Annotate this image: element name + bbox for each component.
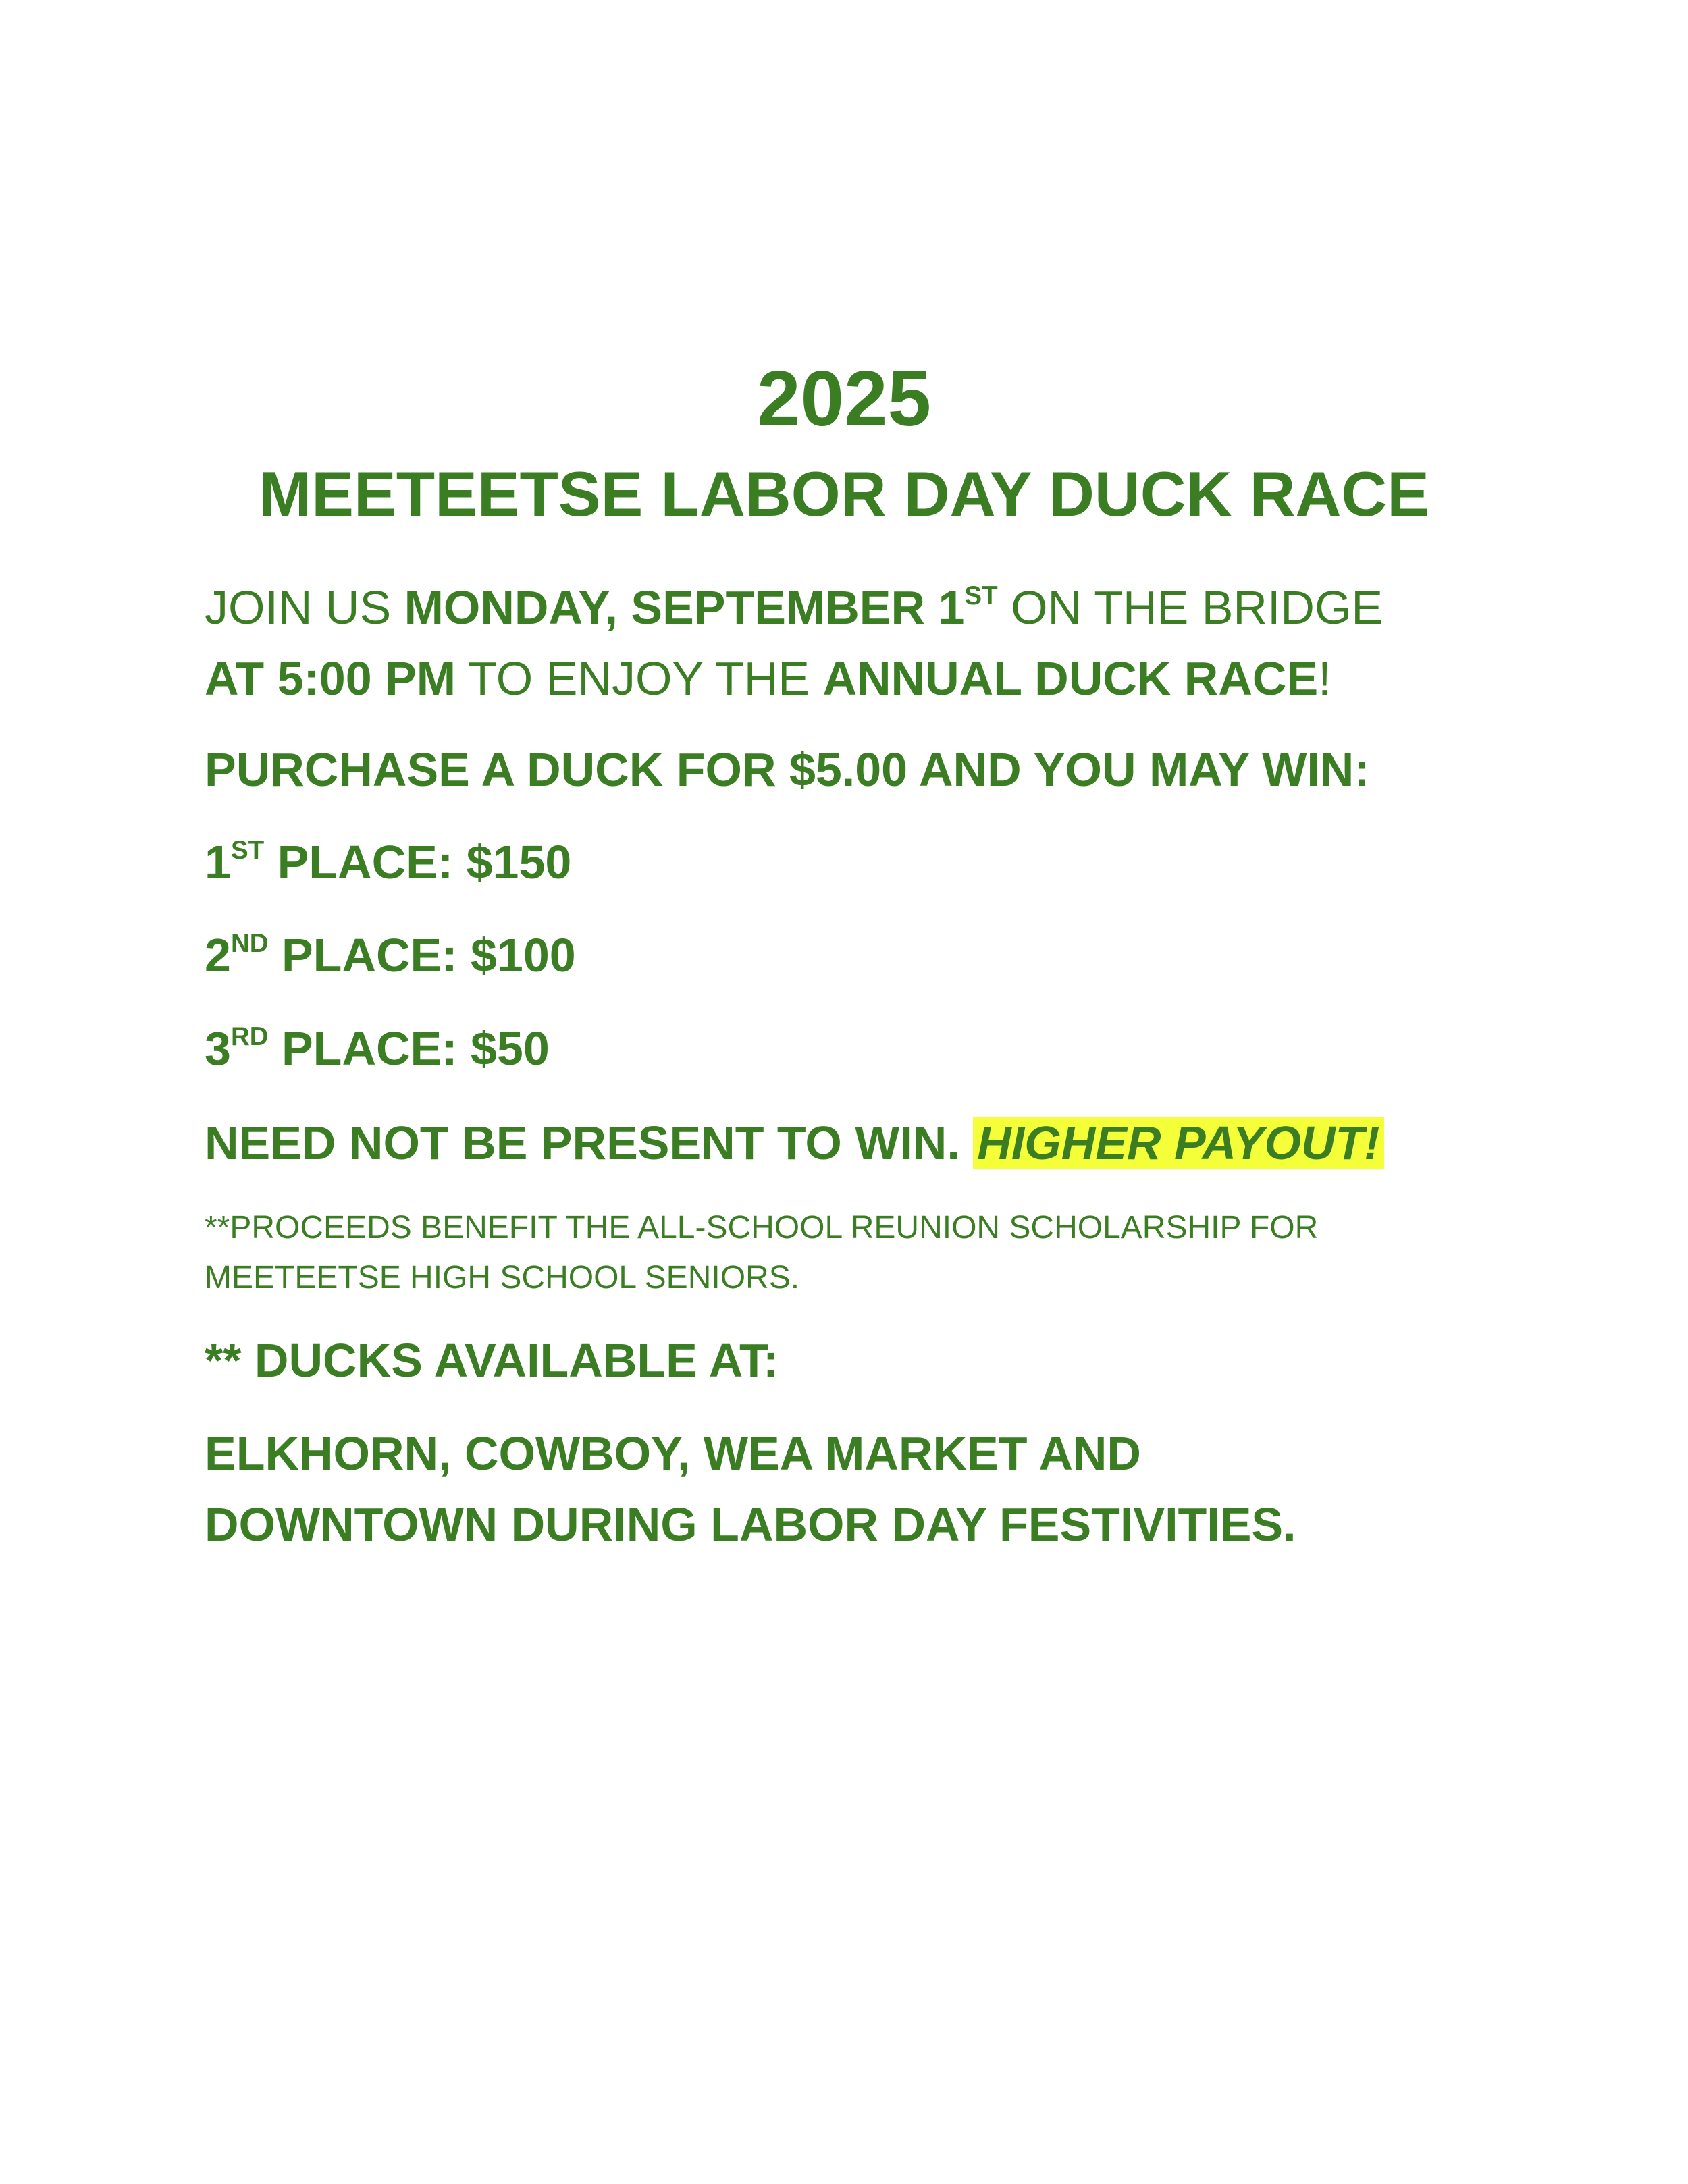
prize-first-num: 1 (205, 836, 231, 888)
prize-second-text: PLACE: $100 (268, 929, 576, 982)
prize-second (205, 925, 576, 986)
intro-date-text: MONDAY, SEPTEMBER 1 (404, 581, 965, 634)
intro-event: ANNUAL DUCK RACE (822, 652, 1319, 705)
prize-first-text: PLACE: $150 (264, 836, 572, 888)
prize-third-suffix: RD (230, 1022, 269, 1052)
intro-join-us: JOIN US (205, 581, 404, 634)
present-line (205, 1113, 1384, 1173)
prize-second-num: 2 (205, 929, 231, 982)
proceeds-line-2: MEETEETSE HIGH SCHOOL SENIORS. (205, 1260, 800, 1296)
prize-first-suffix: ST (230, 836, 265, 865)
intro-line-1 (205, 577, 1383, 638)
intro-date (404, 581, 998, 634)
prize-third (205, 1018, 550, 1079)
intro-time: AT 5:00 PM (205, 652, 456, 705)
prize-third-num: 3 (205, 1022, 231, 1075)
purchase-line: PURCHASE A DUCK FOR $5.00 AND YOU MAY WIN: (205, 743, 1370, 796)
availability-heading: ** DUCKS AVAILABLE AT: (205, 1334, 779, 1387)
prize-first (205, 832, 571, 893)
availability-line-1: ELKHORN, COWBOY, WEA MARKET AND (205, 1427, 1141, 1480)
proceeds-line-1: **PROCEEDS BENEFIT THE ALL-SCHOOL REUNION SCHOLARSHIP FOR (205, 1210, 1319, 1246)
intro-middle: TO ENJOY THE (456, 652, 823, 705)
prize-third-text: PLACE: $50 (268, 1022, 550, 1075)
higher-payout-badge: HIGHER PAYOUT! (973, 1117, 1383, 1169)
flyer-year: 2025 (756, 354, 932, 442)
prize-second-suffix: ND (230, 929, 269, 959)
availability-line-2: DOWNTOWN DURING LABOR DAY FESTIVITIES. (205, 1498, 1296, 1551)
present-note: NEED NOT BE PRESENT TO WIN. (205, 1117, 974, 1169)
intro-end: ! (1318, 652, 1331, 705)
intro-location: ON THE BRIDGE (997, 581, 1383, 634)
intro-date-suffix: ST (964, 581, 998, 611)
intro-line-2 (205, 648, 1331, 709)
flyer-title: MEETEETSE LABOR DAY DUCK RACE (259, 458, 1429, 529)
